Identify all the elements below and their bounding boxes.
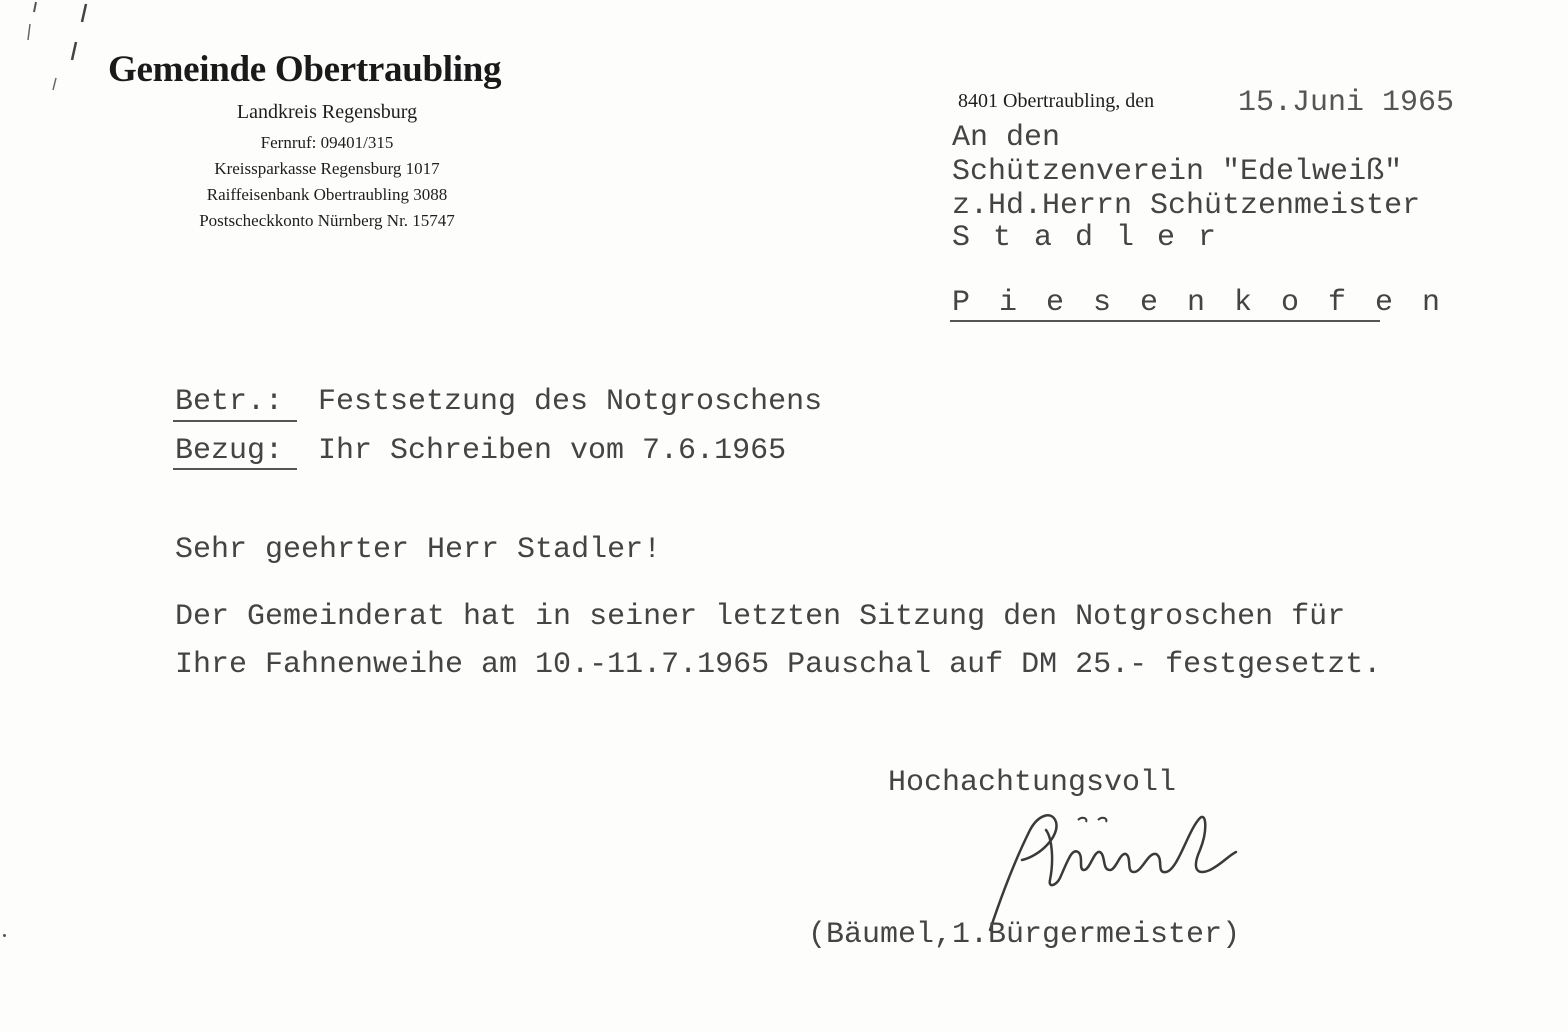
stray-pen-marks bbox=[20, 0, 100, 100]
dateline-place: 8401 Obertraubling, den bbox=[958, 90, 1155, 112]
letterhead-bank-account: Kreissparkasse Regensburg 1017 bbox=[214, 159, 440, 178]
letterhead-bank-account: Raiffeisenbank Obertraubling 3088 bbox=[206, 185, 448, 204]
reference-label: Bezug: bbox=[175, 434, 284, 468]
recipient-line: Schützenverein "Edelweiß" bbox=[952, 155, 1403, 189]
subject-text: Festsetzung des Notgroschens bbox=[318, 385, 823, 419]
recipient-line: z.Hd.Herrn Schützenmeister bbox=[952, 189, 1421, 223]
dateline-date: 15.Juni 1965 bbox=[1238, 86, 1455, 120]
recipient-line: An den bbox=[952, 121, 1061, 155]
body-paragraph-line: Der Gemeinderat hat in seiner letzten Sitzung den Notgroschen für bbox=[175, 600, 1346, 634]
subject-label-underline bbox=[173, 420, 297, 422]
signer-name: (Bäumel,1.Bürgermeister) bbox=[808, 918, 1241, 952]
body-paragraph-line: Ihre Fahnenweihe am 10.-11.7.1965 Pauschal auf DM 25.- festgesetzt. bbox=[175, 648, 1382, 682]
reference-text: Ihr Schreiben vom 7.6.1965 bbox=[318, 434, 787, 468]
salutation: Sehr geehrter Herr Stadler! bbox=[175, 533, 662, 567]
letterhead-phone: Fernruf: 09401/315 bbox=[260, 133, 394, 152]
letterhead-bank-account: Postscheckkonto Nürnberg Nr. 15747 bbox=[199, 211, 455, 230]
letterhead-organization: Gemeinde Obertraubling bbox=[108, 49, 502, 90]
valediction: Hochachtungsvoll bbox=[888, 766, 1177, 800]
subject-label: Betr.: bbox=[175, 385, 284, 419]
letterhead-district: Landkreis Regensburg bbox=[236, 101, 418, 123]
recipient-town-underline bbox=[950, 320, 1380, 322]
edge-speck bbox=[3, 934, 6, 937]
reference-label-underline bbox=[173, 468, 297, 470]
recipient-town: Piesenkofen bbox=[952, 286, 1470, 320]
recipient-name: Stadler bbox=[952, 221, 1240, 255]
